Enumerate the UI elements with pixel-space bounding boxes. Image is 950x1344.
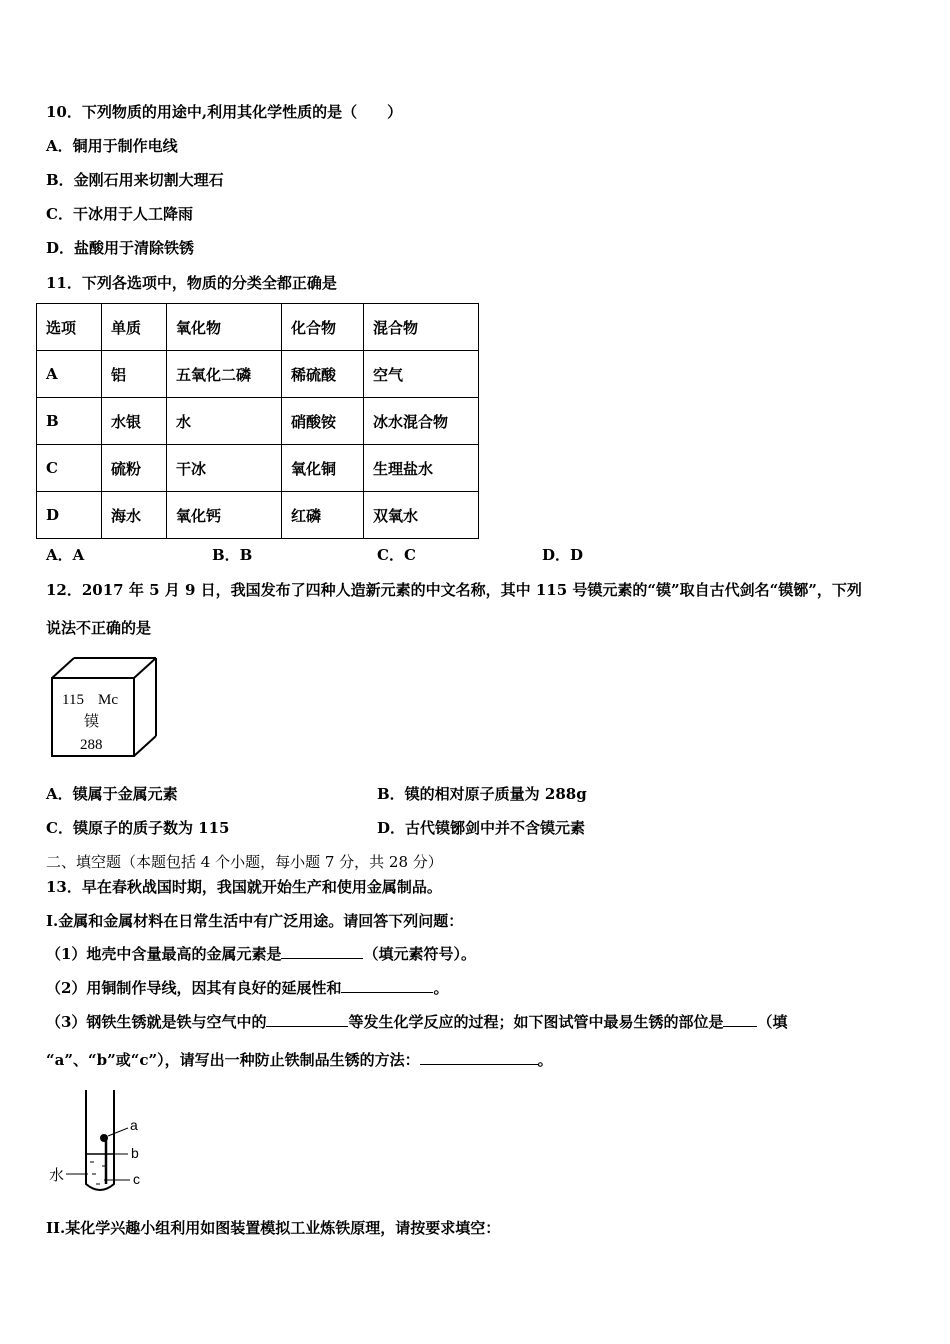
- answer-blank[interactable]: [341, 978, 433, 993]
- q13-sub3: [46, 1012, 787, 1032]
- table-cell: 五氧化二磷: [167, 351, 282, 398]
- q10-option-c: C．干冰用于人工降雨: [46, 205, 193, 223]
- table-header-cell: 选项: [37, 304, 102, 351]
- label-b: b: [131, 1145, 139, 1161]
- answer-blank[interactable]: [723, 1012, 757, 1027]
- label-c: c: [133, 1171, 140, 1187]
- table-row: [37, 351, 479, 398]
- table-cell: 冰水混合物: [364, 398, 479, 445]
- table-header-cell: 单质: [102, 304, 167, 351]
- table-row: [37, 398, 479, 445]
- table-cell: 生理盐水: [364, 445, 479, 492]
- q13-stem: 13．早在春秋战国时期，我国就开始生产和使用金属制品。: [46, 878, 442, 896]
- answer-blank[interactable]: [281, 944, 363, 959]
- table-cell: 红磷: [282, 492, 364, 539]
- table-header-cell: 氧化物: [167, 304, 282, 351]
- q13-sub3-text-mid: 等发生化学反应的过程；如下图试管中最易生锈的部位是: [348, 1013, 724, 1031]
- table-cell: 空气: [364, 351, 479, 398]
- table-cell: A: [37, 351, 102, 398]
- q11-option-d: D．D: [542, 546, 584, 564]
- answer-blank[interactable]: [420, 1050, 538, 1065]
- q10-stem: 10．下列物质的用途中,利用其化学性质的是（ ）: [46, 103, 403, 121]
- q13-sub2-text-end: 。: [433, 979, 449, 997]
- element-symbol: Mc: [98, 692, 118, 708]
- q13-sub3-line2-text: “a”、“b”或“c”），请写出一种防止铁制品生锈的方法：: [46, 1051, 420, 1069]
- table-header-cell: 化合物: [282, 304, 364, 351]
- element-name: 镆: [84, 712, 100, 730]
- table-row: [37, 492, 479, 539]
- q13-sub3-text: （3）钢铁生锈就是铁与空气中的: [46, 1013, 267, 1031]
- q10-option-d: D．盐酸用于清除铁锈: [46, 239, 195, 257]
- test-tube-figure: [46, 1088, 156, 1198]
- section2-title: 二、填空题（本题包括 4 个小题，每小题 7 分，共 28 分）: [46, 853, 443, 871]
- q11-option-b: B．B: [212, 546, 253, 564]
- table-cell: D: [37, 492, 102, 539]
- element-number: 115: [62, 692, 84, 708]
- table-cell: 氧化铜: [282, 445, 364, 492]
- table-cell: 稀硫酸: [282, 351, 364, 398]
- q12-option-a: A．镆属于金属元素: [46, 785, 178, 803]
- q13-sub3-text-end: （填: [757, 1013, 788, 1031]
- q13-sub3-line2-end: 。: [537, 1051, 553, 1069]
- q13-part2-intro: II.某化学兴趣小组利用如图装置模拟工业炼铁原理，请按要求填空：: [46, 1219, 501, 1237]
- q10-option-a: A．铜用于制作电线: [46, 137, 178, 155]
- q12-stem-line2: 说法不正确的是: [46, 619, 152, 637]
- q11-stem: 11．下列各选项中，物质的分类全都正确是: [46, 274, 337, 292]
- table-cell: 硫粉: [102, 445, 167, 492]
- table-header-cell: 混合物: [364, 304, 479, 351]
- table-cell: 干冰: [167, 445, 282, 492]
- q13-sub1-text: （1）地壳中含量最高的金属元素是: [46, 945, 282, 963]
- answer-blank[interactable]: [266, 1012, 348, 1027]
- table-row: [37, 445, 479, 492]
- table-cell: 铝: [102, 351, 167, 398]
- label-water: 水: [49, 1166, 65, 1184]
- table-cell: 水银: [102, 398, 167, 445]
- q10-option-b: B．金刚石用来切割大理石: [46, 171, 224, 189]
- table-cell: 海水: [102, 492, 167, 539]
- label-a: a: [130, 1117, 138, 1133]
- element-mass: 288: [80, 737, 103, 753]
- q11-option-a: A．A: [46, 546, 85, 564]
- table-cell: 双氧水: [364, 492, 479, 539]
- q13-sub1-text-end: （填元素符号）。: [363, 945, 476, 963]
- q12-option-d: D．古代镆铘剑中并不含镆元素: [377, 819, 586, 837]
- q12-option-b: B．镆的相对原子质量为 288g: [377, 785, 587, 803]
- q13-part1-intro: I.金属和金属材料在日常生活中有广泛用途。请回答下列问题：: [46, 912, 464, 930]
- q13-sub3-line2: [46, 1050, 553, 1070]
- q13-sub2-text: （2）用铜制作导线，因其有良好的延展性和: [46, 979, 342, 997]
- q12-option-c: C．镆原子的质子数为 115: [46, 819, 230, 837]
- table-cell: 水: [167, 398, 282, 445]
- table-cell: 氧化钙: [167, 492, 282, 539]
- table-cell: 硝酸铵: [282, 398, 364, 445]
- q13-sub1: [46, 944, 476, 964]
- q12-stem-line1: 12．2017 年 5 月 9 日，我国发布了四种人造新元素的中文名称，其中 115 号镆元素的“镆”取自古代剑名“镆铘”，下列: [46, 581, 862, 599]
- q11-option-c: C．C: [377, 546, 416, 564]
- table-header-row: [37, 304, 479, 351]
- table-cell: B: [37, 398, 102, 445]
- element-cube-figure: [50, 656, 160, 760]
- table-cell: C: [37, 445, 102, 492]
- classification-table: [36, 303, 479, 539]
- q13-sub2: [46, 978, 448, 998]
